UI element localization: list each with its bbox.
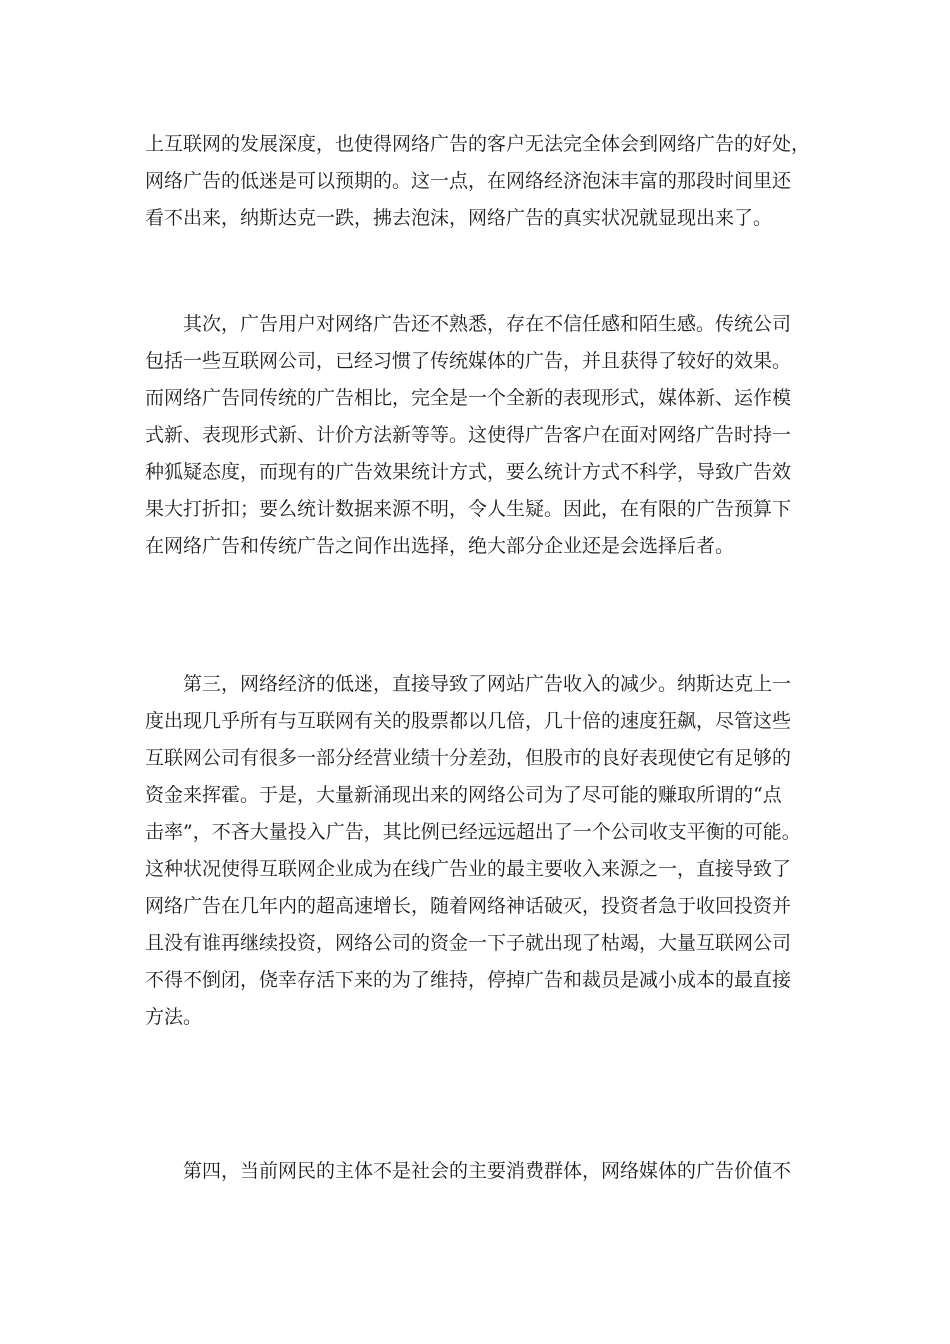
paragraph-line: 其次，广告用户对网络广告还不熟悉，存在不信任感和陌生感。传统公司 [183,313,792,335]
paragraph-third-reason [145,666,810,1036]
paragraph-line: 这种状况使得互联网企业成为在线广告业的最主要收入来源之一，直接导致了 [145,858,792,880]
paragraph-line: 而网络广告同传统的广告相比，完全是一个全新的表现形式，媒体新、运作模 [145,387,792,409]
paragraph-fourth-reason [145,1153,810,1190]
paragraph-line: 且没有谁再继续投资，网络公司的资金一下子就出现了枯竭，大量互联网公司 [145,932,792,954]
paragraph-line: 种狐疑态度，而现有的广告效果统计方式，要么统计方式不科学，导致广告效 [145,461,792,483]
paragraph-second-reason [145,306,810,565]
paragraph-continuation [145,126,810,237]
paragraph-line: 资金来挥霍。于是，大量新涌现出来的网络公司为了尽可能的赚取所谓的“点 [145,784,782,806]
paragraph-line: 上互联网的发展深度，也使得网络广告的客户无法完全体会到网络广告的好处， [145,133,811,155]
paragraph-line: 式新、表现形式新、计价方法新等等。这使得广告客户在面对网络广告时持一 [145,424,792,446]
paragraph-line: 互联网公司有很多一部分经营业绩十分差劲，但股市的良好表现使它有足够的 [145,747,792,769]
paragraph-line: 看不出来，纳斯达克一跌，拂去泡沫，网络广告的真实状况就显现出来了。 [145,207,773,229]
paragraph-line: 度出现几乎所有与互联网有关的股票都以几倍，几十倍的速度狂飙，尽管这些 [145,710,792,732]
paragraph-line: 击率”，不吝大量投入广告，其比例已经远远超出了一个公司收支平衡的可能。 [145,821,801,843]
paragraph-line: 网络广告在几年内的超高速增长，随着网络神话破灭，投资者急于收回投资并 [145,895,792,917]
paragraph-line: 在网络广告和传统广告之间作出选择，绝大部分企业还是会选择后者。 [145,535,735,557]
paragraph-line: 不得不倒闭，侥幸存活下来的为了维持，停掉广告和裁员是减小成本的最直接 [145,969,792,991]
paragraph-line: 网络广告的低迷是可以预期的。这一点，在网络经济泡沫丰富的那段时间里还 [145,170,792,192]
paragraph-line: 第四，当前网民的主体不是社会的主要消费群体，网络媒体的广告价值不 [183,1160,792,1182]
paragraph-line: 包括一些互联网公司，已经习惯了传统媒体的广告，并且获得了较好的效果。 [145,350,792,372]
paragraph-line: 方法。 [145,1006,203,1028]
paragraph-line: 果大打折扣；要么统计数据来源不明，令人生疑。因此，在有限的广告预算下 [145,498,792,520]
paragraph-line: 第三，网络经济的低迷，直接导致了网站广告收入的减少。纳斯达克上一 [183,673,792,695]
